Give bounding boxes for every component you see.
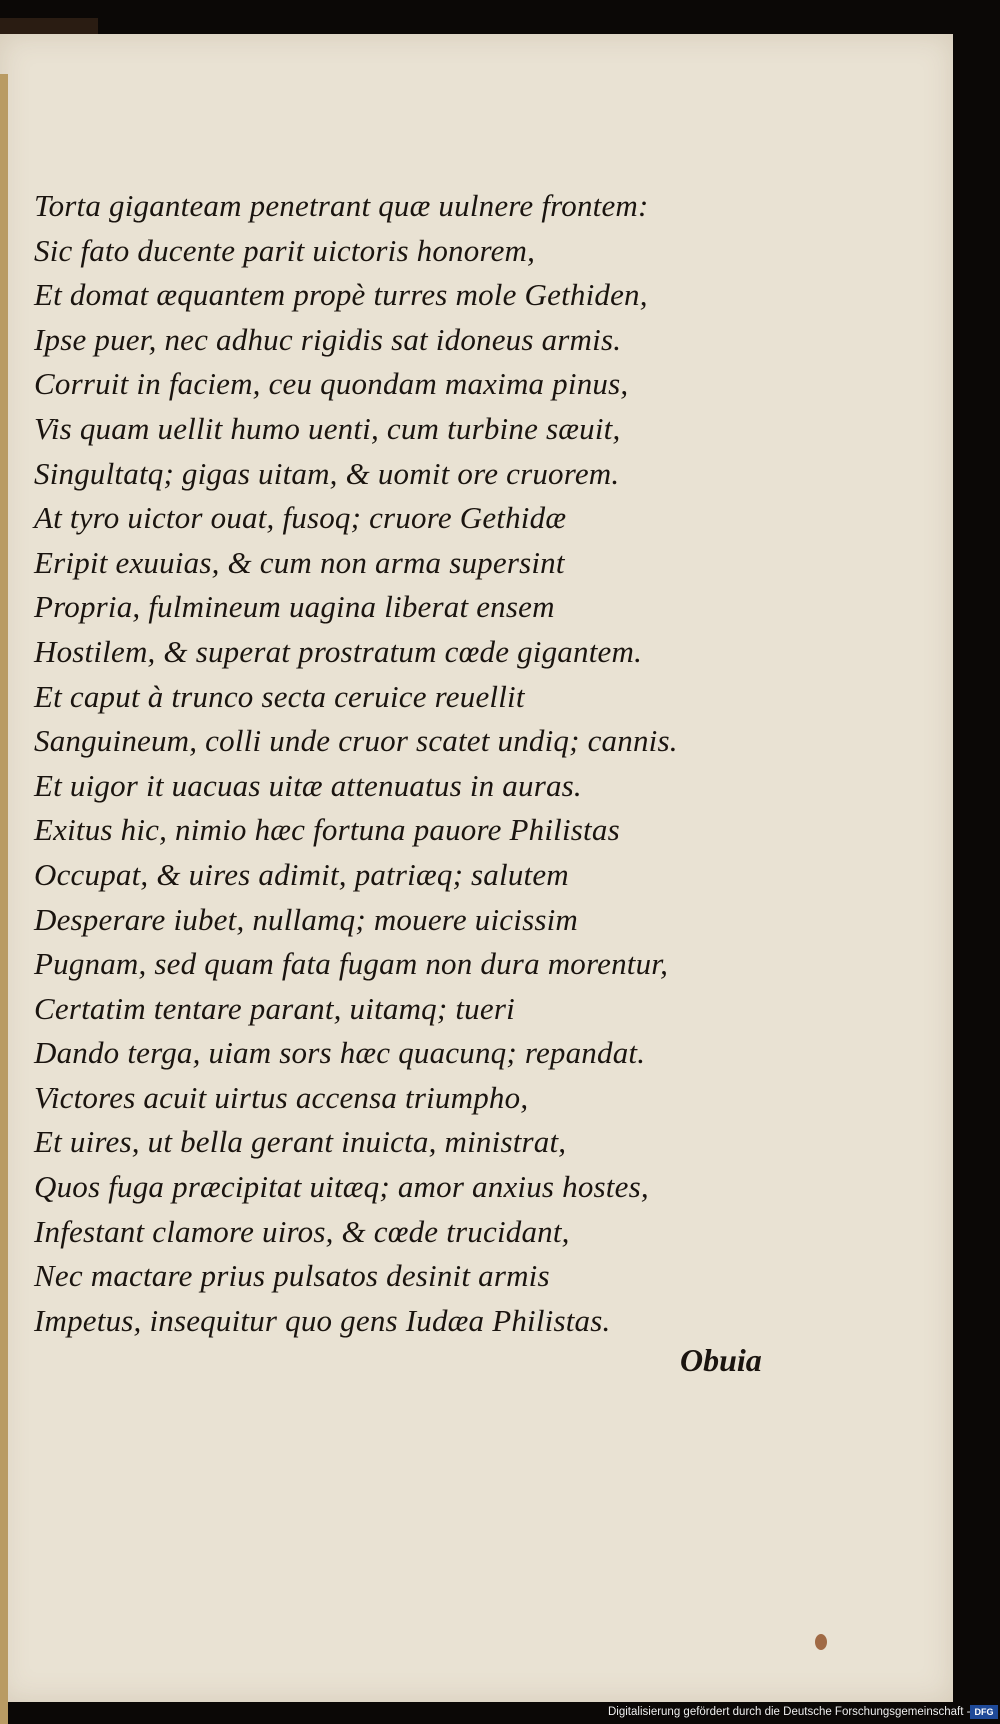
verse-line: Sic fato ducente parit uictoris honorem,	[34, 232, 536, 268]
dfg-logo: DFG	[970, 1705, 998, 1719]
verse-text	[34, 184, 784, 1343]
funding-footer	[604, 1702, 1000, 1722]
funding-credit: Digitalisierung gefördert durch die Deutsche Forschungsgemeinschaft -	[608, 1706, 971, 1718]
verse-line: Sanguineum, colli unde cruor scatet undiq; cannis.	[34, 723, 678, 759]
verse-line: Nec mactare prius pulsatos desinit armis	[34, 1258, 550, 1294]
verse-line: Victores acuit uirtus accensa triumpho,	[34, 1079, 529, 1115]
verse-line: Vis quam uellit humo uenti, cum turbine sæuit,	[34, 410, 621, 446]
verse-line: Ipse puer, nec adhuc rigidis sat idoneus armis.	[34, 321, 622, 357]
verse-line: Corruit in faciem, ceu quondam maxima pinus,	[34, 366, 629, 402]
verse-line: Et domat æquantem propè turres mole Gethiden,	[34, 277, 648, 313]
verse-line: Torta giganteam penetrant quæ uulnere frontem:	[34, 188, 649, 223]
verse-line: Exitus hic, nimio hæc fortuna pauore Philistas	[34, 812, 620, 848]
verse-line: Desperare iubet, nullamq; mouere uicissim	[34, 901, 579, 937]
verse-line: Singultatq; gigas uitam, & uomit ore cruorem.	[34, 455, 620, 491]
verse-line: Infestant clamore uiros, & cœde trucidant,	[34, 1213, 570, 1249]
verse-line: Eripit exuuias, & cum non arma supersint	[34, 544, 565, 580]
verse-line: Certatim tentare parant, uitamq; tueri	[34, 990, 515, 1026]
verse-line: Propria, fulmineum uagina liberat ensem	[34, 589, 555, 625]
verse-line: Impetus, insequitur quo gens Iudæa Philistas.	[34, 1302, 611, 1338]
verse-line: Hostilem, & superat prostratum cœde gigantem.	[34, 633, 643, 669]
page-binding-edge	[0, 74, 8, 1724]
verse-line: Dando terga, uiam sors hæc quacunq; repandat.	[34, 1035, 646, 1071]
verse-line: Occupat, & uires adimit, patriæq; salutem	[34, 856, 569, 892]
verse-line: Et uigor it uacuas uitæ attenuatus in auras.	[34, 767, 582, 803]
verse-line: At tyro uictor ouat, fusoq; cruore Gethidæ	[34, 500, 567, 536]
verse-line: Pugnam, sed quam fata fugam non dura morentur,	[34, 946, 669, 982]
verse-line: Et caput à trunco secta ceruice reuellit	[34, 678, 525, 714]
ink-spot	[815, 1634, 827, 1650]
book-page	[0, 34, 953, 1702]
verse-line: Quos fuga præcipitat uitæq; amor anxius hostes,	[34, 1169, 649, 1205]
verse-line: Et uires, ut bella gerant inuicta, ministrat,	[34, 1124, 567, 1160]
catchword: Obuia	[680, 1342, 762, 1378]
